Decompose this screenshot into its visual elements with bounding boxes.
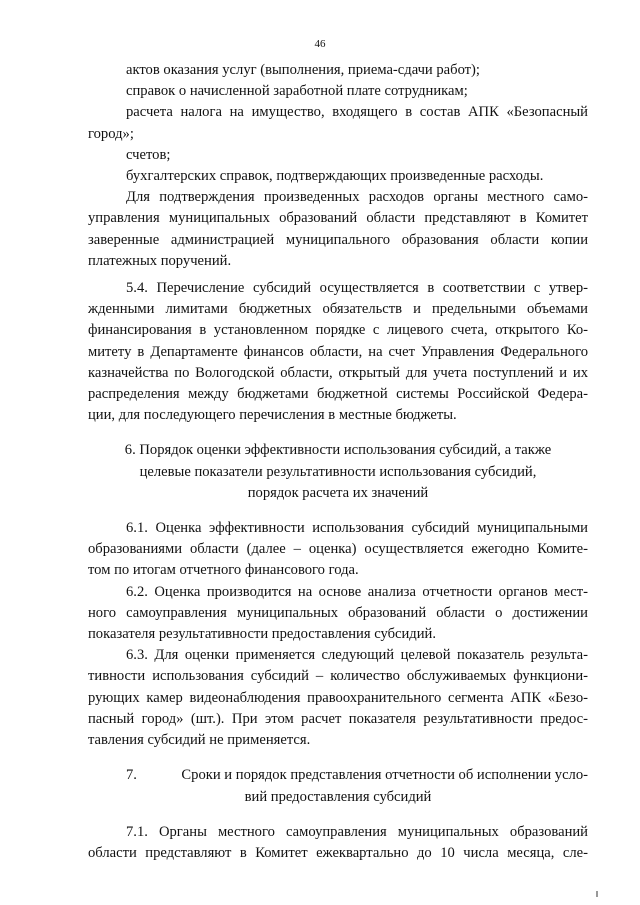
paragraph-line: том по итогам отчетного финансового года. — [88, 562, 359, 579]
list-item: бухгалтерских справок, подтверждающих произведенные расходы. — [126, 168, 544, 185]
paragraph-line: 5.4. Перечисление субсидий осуществляется в соответствии с утвер- — [126, 280, 588, 297]
paragraph-line: тивности использования субсидий – количество обслуживаемых функциони- — [88, 668, 588, 685]
paragraph-line: Для подтверждения произведенных расходов органы местного само- — [126, 189, 588, 206]
paragraph-line: ного самоуправления муниципальных образований области о достижении — [88, 604, 588, 621]
section-7-heading — [88, 765, 588, 807]
paragraph-line: казначейства по Вологодской области, открытый для учета поступлений и их — [88, 364, 588, 381]
list-item: актов оказания услуг (выполнения, приема-сдачи работ); — [126, 62, 480, 78]
paragraph-line: образованиями области (далее – оценка) осуществляется ежегодно Комите- — [88, 541, 588, 558]
paragraph-line: платежных поручений. — [88, 252, 232, 269]
paragraph-line: тавления субсидий не применяется. — [88, 732, 311, 749]
paragraph-line: 6.1. Оценка эффективности использования субсидий муниципальными — [126, 520, 588, 537]
page-number: 46 — [314, 38, 326, 50]
heading-number: 7. — [126, 767, 137, 784]
paragraph-6-2 — [88, 582, 588, 646]
heading-line: 6. Порядок оценки эффективности использования субсидий, а также — [124, 442, 552, 459]
paragraph-confirmation — [88, 187, 588, 272]
paragraph-5-4 — [88, 278, 588, 426]
paragraph-line: управления муниципальных образований области представляют в Комитет — [88, 210, 588, 227]
scan-mark — [596, 891, 598, 897]
paragraph-line: 6.2. Оценка производится на основе анализа отчетности органов мест- — [126, 583, 588, 600]
paragraph-line: показателя результативности предоставления субсидий. — [88, 626, 437, 643]
paragraph-line: области представляют в Комитет ежеквартально до 10 числа месяца, сле- — [88, 844, 588, 861]
paragraph-line: 7.1. Органы местного самоуправления муниципальных образований — [126, 823, 588, 840]
paragraph-line: рующих камер видеонаблюдения правоохранительного сегмента АПК «Безо- — [88, 689, 588, 706]
heading-line — [88, 765, 588, 786]
paragraph-7-1 — [88, 822, 588, 864]
list-item: справок о начисленной заработной плате сотрудникам; — [126, 83, 468, 100]
heading-line: порядок расчета их значений — [247, 484, 429, 501]
heading-text: Сроки и порядок представления отчетности об исполнении усло- — [181, 767, 588, 784]
heading-line: целевые показатели результативности использования субсидий, — [139, 463, 537, 480]
list-item: расчета налога на имущество, входящего в состав АПК «Безопасный — [126, 104, 588, 121]
list-item-continuation: город»; — [88, 125, 134, 142]
paragraph-line: пасный город» (шт.). При этом расчет показателя результативности предос- — [88, 710, 588, 727]
paragraph-6-3 — [88, 645, 588, 751]
paragraph-line: заверенные администрацией муниципального образования области копии — [88, 231, 588, 248]
paragraph-line: 6.3. Для оценки применяется следующий целевой показатель результа- — [126, 647, 588, 664]
list-item: счетов; — [126, 146, 171, 163]
heading-line: вий предоставления субсидий — [244, 788, 432, 805]
paragraph-line: жденными лимитами бюджетных обязательств и предельными объемами — [88, 301, 588, 318]
document-body — [88, 60, 588, 864]
paragraph-line: ции, для последующего перечисления в местные бюджеты. — [88, 407, 457, 424]
paragraph-line: распределения между бюджетами бюджетной системы Российской Федера- — [88, 386, 588, 403]
documents-list — [88, 60, 588, 187]
paragraph-6-1 — [88, 518, 588, 582]
paragraph-line: финансирования в установленном порядке с лицевого счета, открытого Ко- — [88, 322, 588, 339]
paragraph-line: митету в Департаменте финансов области, на счет Управления Федерального — [88, 343, 588, 360]
section-6-heading — [88, 440, 588, 504]
